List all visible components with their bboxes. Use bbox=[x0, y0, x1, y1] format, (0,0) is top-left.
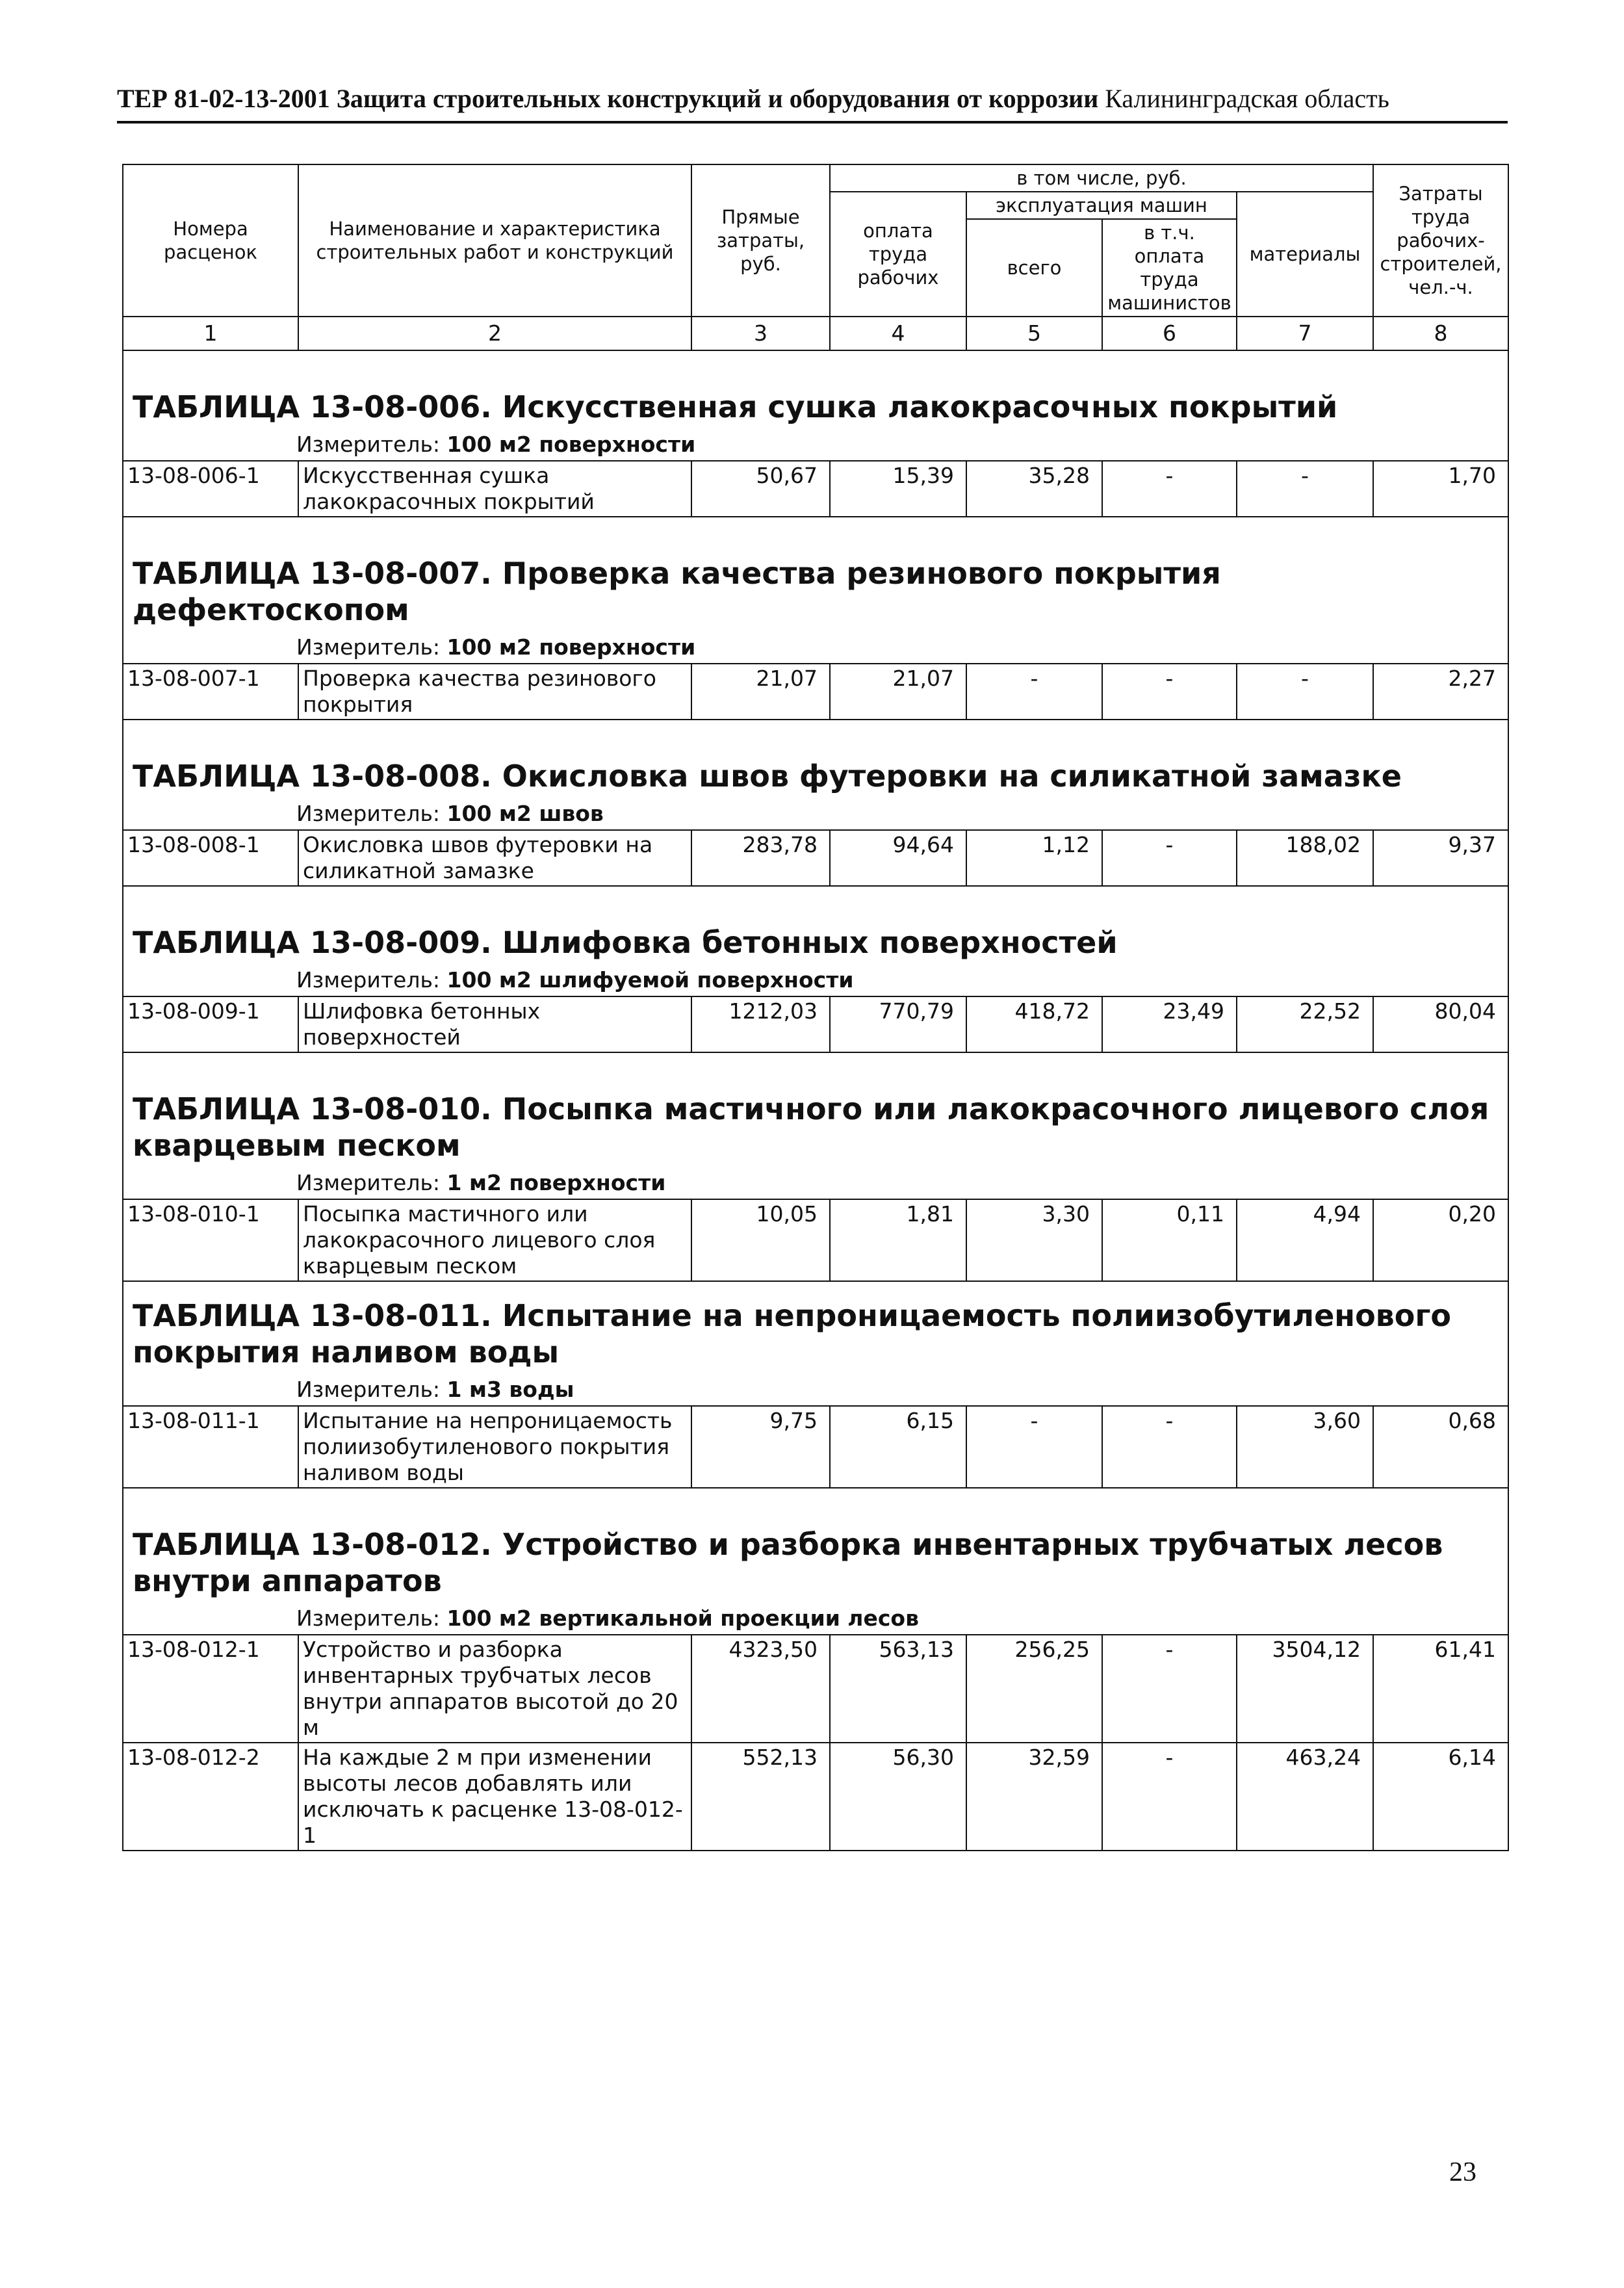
materials-cost: 22,52 bbox=[1237, 996, 1373, 1052]
materials-cost: 3,60 bbox=[1237, 1406, 1373, 1488]
col-number: 2 bbox=[298, 317, 691, 350]
measure-label: Измеритель: bbox=[296, 967, 441, 993]
measure-label: Измеритель: bbox=[296, 1606, 441, 1631]
labor-cost: 15,39 bbox=[830, 461, 966, 517]
machinists-labor: - bbox=[1102, 830, 1237, 886]
rate-code: 13-08-012-2 bbox=[123, 1743, 298, 1851]
machines-total: 32,59 bbox=[966, 1743, 1102, 1851]
rate-code: 13-08-011-1 bbox=[123, 1406, 298, 1488]
section-13-08-006 bbox=[123, 350, 1508, 517]
labor-cost: 6,15 bbox=[830, 1406, 966, 1488]
rate-name: Проверка качества резинового покрытия bbox=[298, 664, 691, 720]
section-title: ТАБЛИЦА 13-08-012. Устройство и разборка инвентарных трубчатых лесов внутри аппаратов bbox=[123, 1488, 1508, 1603]
labor-cost: 94,64 bbox=[830, 830, 966, 886]
rate-code: 13-08-006-1 bbox=[123, 461, 298, 517]
direct-cost: 21,07 bbox=[691, 664, 830, 720]
header-code: ТЕР 81-02-13-2001 bbox=[117, 84, 330, 113]
col-header-group: в том числе, руб. bbox=[830, 164, 1373, 192]
table-row bbox=[123, 1406, 1508, 1488]
col-header-materials: материалы bbox=[1237, 192, 1373, 317]
rates-table bbox=[122, 164, 1509, 1851]
rate-name: Устройство и разборка инвентарных трубчатых лесов внутри аппаратов высотой до 20 м bbox=[298, 1635, 691, 1743]
machinists-labor: - bbox=[1102, 461, 1237, 517]
materials-cost: 3504,12 bbox=[1237, 1635, 1373, 1743]
measure-label: Измеритель: bbox=[296, 1377, 441, 1402]
labor-hours: 1,70 bbox=[1373, 461, 1508, 517]
materials-cost: - bbox=[1237, 664, 1373, 720]
col-number: 6 bbox=[1102, 317, 1237, 350]
table-head bbox=[123, 164, 1508, 350]
rate-code: 13-08-008-1 bbox=[123, 830, 298, 886]
rate-code: 13-08-010-1 bbox=[123, 1199, 298, 1281]
measure-label: Измеритель: bbox=[296, 432, 441, 457]
direct-cost: 9,75 bbox=[691, 1406, 830, 1488]
rate-name: Окисловка швов футеровки на силикатной замазке bbox=[298, 830, 691, 886]
rate-name: На каждые 2 м при изменении высоты лесов добавлять или исключать к расценке 13-08-012-1 bbox=[298, 1743, 691, 1851]
section-title: ТАБЛИЦА 13-08-011. Испытание на непроницаемость полиизобутиленового покрытия наливом воды bbox=[123, 1281, 1508, 1374]
header-rule bbox=[117, 121, 1508, 124]
section-title: ТАБЛИЦА 13-08-006. Искусственная сушка лакокрасочных покрытий bbox=[123, 350, 1508, 429]
measure-value: 100 м2 вертикальной проекции лесов bbox=[446, 1606, 919, 1631]
direct-cost: 50,67 bbox=[691, 461, 830, 517]
col-header-name: Наименование и характеристика строительных работ и конструкций bbox=[298, 164, 691, 317]
materials-cost: - bbox=[1237, 461, 1373, 517]
measure-value: 1 м2 поверхности bbox=[446, 1170, 666, 1195]
page-number: 23 bbox=[1449, 2157, 1476, 2187]
labor-hours: 6,14 bbox=[1373, 1743, 1508, 1851]
col-header-mach-labor: в т.ч. оплата труда машинистов bbox=[1102, 219, 1237, 317]
machines-total: - bbox=[966, 664, 1102, 720]
machines-total: 1,12 bbox=[966, 830, 1102, 886]
section-13-08-009 bbox=[123, 886, 1508, 1052]
section-13-08-012 bbox=[123, 1488, 1508, 1851]
col-header-mach-total: всего bbox=[966, 219, 1102, 317]
measure-value: 100 м2 шлифуемой поверхности bbox=[446, 967, 854, 993]
measure-value: 100 м2 поверхности bbox=[446, 432, 696, 457]
column-number-row bbox=[123, 317, 1508, 350]
table-row bbox=[123, 830, 1508, 886]
measure-label: Измеритель: bbox=[296, 1170, 441, 1195]
rate-code: 13-08-007-1 bbox=[123, 664, 298, 720]
measure-value: 100 м2 швов bbox=[446, 801, 604, 826]
section-title: ТАБЛИЦА 13-08-009. Шлифовка бетонных поверхностей bbox=[123, 886, 1508, 965]
section-measure bbox=[123, 798, 1508, 830]
direct-cost: 552,13 bbox=[691, 1743, 830, 1851]
labor-hours: 0,68 bbox=[1373, 1406, 1508, 1488]
materials-cost: 463,24 bbox=[1237, 1743, 1373, 1851]
section-13-08-010 bbox=[123, 1052, 1508, 1281]
section-measure bbox=[123, 429, 1508, 461]
col-number: 3 bbox=[691, 317, 830, 350]
labor-cost: 21,07 bbox=[830, 664, 966, 720]
labor-cost: 56,30 bbox=[830, 1743, 966, 1851]
direct-cost: 283,78 bbox=[691, 830, 830, 886]
rate-code: 13-08-012-1 bbox=[123, 1635, 298, 1743]
measure-value: 1 м3 воды bbox=[446, 1377, 574, 1402]
machinists-labor: - bbox=[1102, 1406, 1237, 1488]
table-row bbox=[123, 996, 1508, 1052]
measure-value: 100 м2 поверхности bbox=[446, 634, 696, 660]
labor-cost: 1,81 bbox=[830, 1199, 966, 1281]
section-measure bbox=[123, 1167, 1508, 1199]
col-number: 4 bbox=[830, 317, 966, 350]
machines-total: 256,25 bbox=[966, 1635, 1102, 1743]
labor-cost: 770,79 bbox=[830, 996, 966, 1052]
section-title: ТАБЛИЦА 13-08-008. Окисловка швов футеровки на силикатной замазке bbox=[123, 720, 1508, 798]
labor-hours: 80,04 bbox=[1373, 996, 1508, 1052]
labor-hours: 2,27 bbox=[1373, 664, 1508, 720]
table-row bbox=[123, 1635, 1508, 1743]
rate-name: Искусственная сушка лакокрасочных покрытий bbox=[298, 461, 691, 517]
running-header bbox=[117, 83, 1495, 114]
section-13-08-011 bbox=[123, 1281, 1508, 1488]
machines-total: 3,30 bbox=[966, 1199, 1102, 1281]
col-number: 1 bbox=[123, 317, 298, 350]
labor-cost: 563,13 bbox=[830, 1635, 966, 1743]
rate-name: Посыпка мастичного или лакокрасочного лицевого слоя кварцевым песком bbox=[298, 1199, 691, 1281]
measure-label: Измеритель: bbox=[296, 634, 441, 660]
machinists-labor: 23,49 bbox=[1102, 996, 1237, 1052]
header-region: Калининградская область bbox=[1105, 84, 1389, 113]
section-13-08-008 bbox=[123, 720, 1508, 886]
machines-total: 418,72 bbox=[966, 996, 1102, 1052]
measure-label: Измеритель: bbox=[296, 801, 441, 826]
labor-hours: 61,41 bbox=[1373, 1635, 1508, 1743]
col-number: 8 bbox=[1373, 317, 1508, 350]
rate-code: 13-08-009-1 bbox=[123, 996, 298, 1052]
col-header-machines: эксплуатация машин bbox=[966, 192, 1237, 219]
section-measure bbox=[123, 632, 1508, 664]
rate-name: Испытание на непроницаемость полиизобутиленового покрытия наливом воды bbox=[298, 1406, 691, 1488]
machinists-labor: - bbox=[1102, 1743, 1237, 1851]
section-measure bbox=[123, 1603, 1508, 1635]
table-row bbox=[123, 664, 1508, 720]
machinists-labor: 0,11 bbox=[1102, 1199, 1237, 1281]
table-row bbox=[123, 1743, 1508, 1851]
direct-cost: 4323,50 bbox=[691, 1635, 830, 1743]
machines-total: 35,28 bbox=[966, 461, 1102, 517]
direct-cost: 10,05 bbox=[691, 1199, 830, 1281]
section-measure bbox=[123, 965, 1508, 996]
col-number: 7 bbox=[1237, 317, 1373, 350]
machinists-labor: - bbox=[1102, 1635, 1237, 1743]
direct-cost: 1212,03 bbox=[691, 996, 830, 1052]
materials-cost: 4,94 bbox=[1237, 1199, 1373, 1281]
col-header-labor: оплата труда рабочих bbox=[830, 192, 966, 317]
header-title: Защита строительных конструкций и оборудования от коррозии bbox=[336, 84, 1099, 113]
section-measure bbox=[123, 1374, 1508, 1406]
labor-hours: 9,37 bbox=[1373, 830, 1508, 886]
col-number: 5 bbox=[966, 317, 1102, 350]
col-header-hours: Затраты труда рабочих-строителей, чел.-ч. bbox=[1373, 164, 1508, 317]
section-13-08-007 bbox=[123, 517, 1508, 720]
rate-name: Шлифовка бетонных поверхностей bbox=[298, 996, 691, 1052]
table-row bbox=[123, 461, 1508, 517]
col-header-direct: Прямые затраты, руб. bbox=[691, 164, 830, 317]
col-header-codes: Номера расценок bbox=[123, 164, 298, 317]
machinists-labor: - bbox=[1102, 664, 1237, 720]
section-title: ТАБЛИЦА 13-08-007. Проверка качества резинового покрытия дефектоскопом bbox=[123, 517, 1508, 632]
materials-cost: 188,02 bbox=[1237, 830, 1373, 886]
table-row bbox=[123, 1199, 1508, 1281]
labor-hours: 0,20 bbox=[1373, 1199, 1508, 1281]
machines-total: - bbox=[966, 1406, 1102, 1488]
section-title: ТАБЛИЦА 13-08-010. Посыпка мастичного или лакокрасочного лицевого слоя кварцевым песком bbox=[123, 1052, 1508, 1167]
